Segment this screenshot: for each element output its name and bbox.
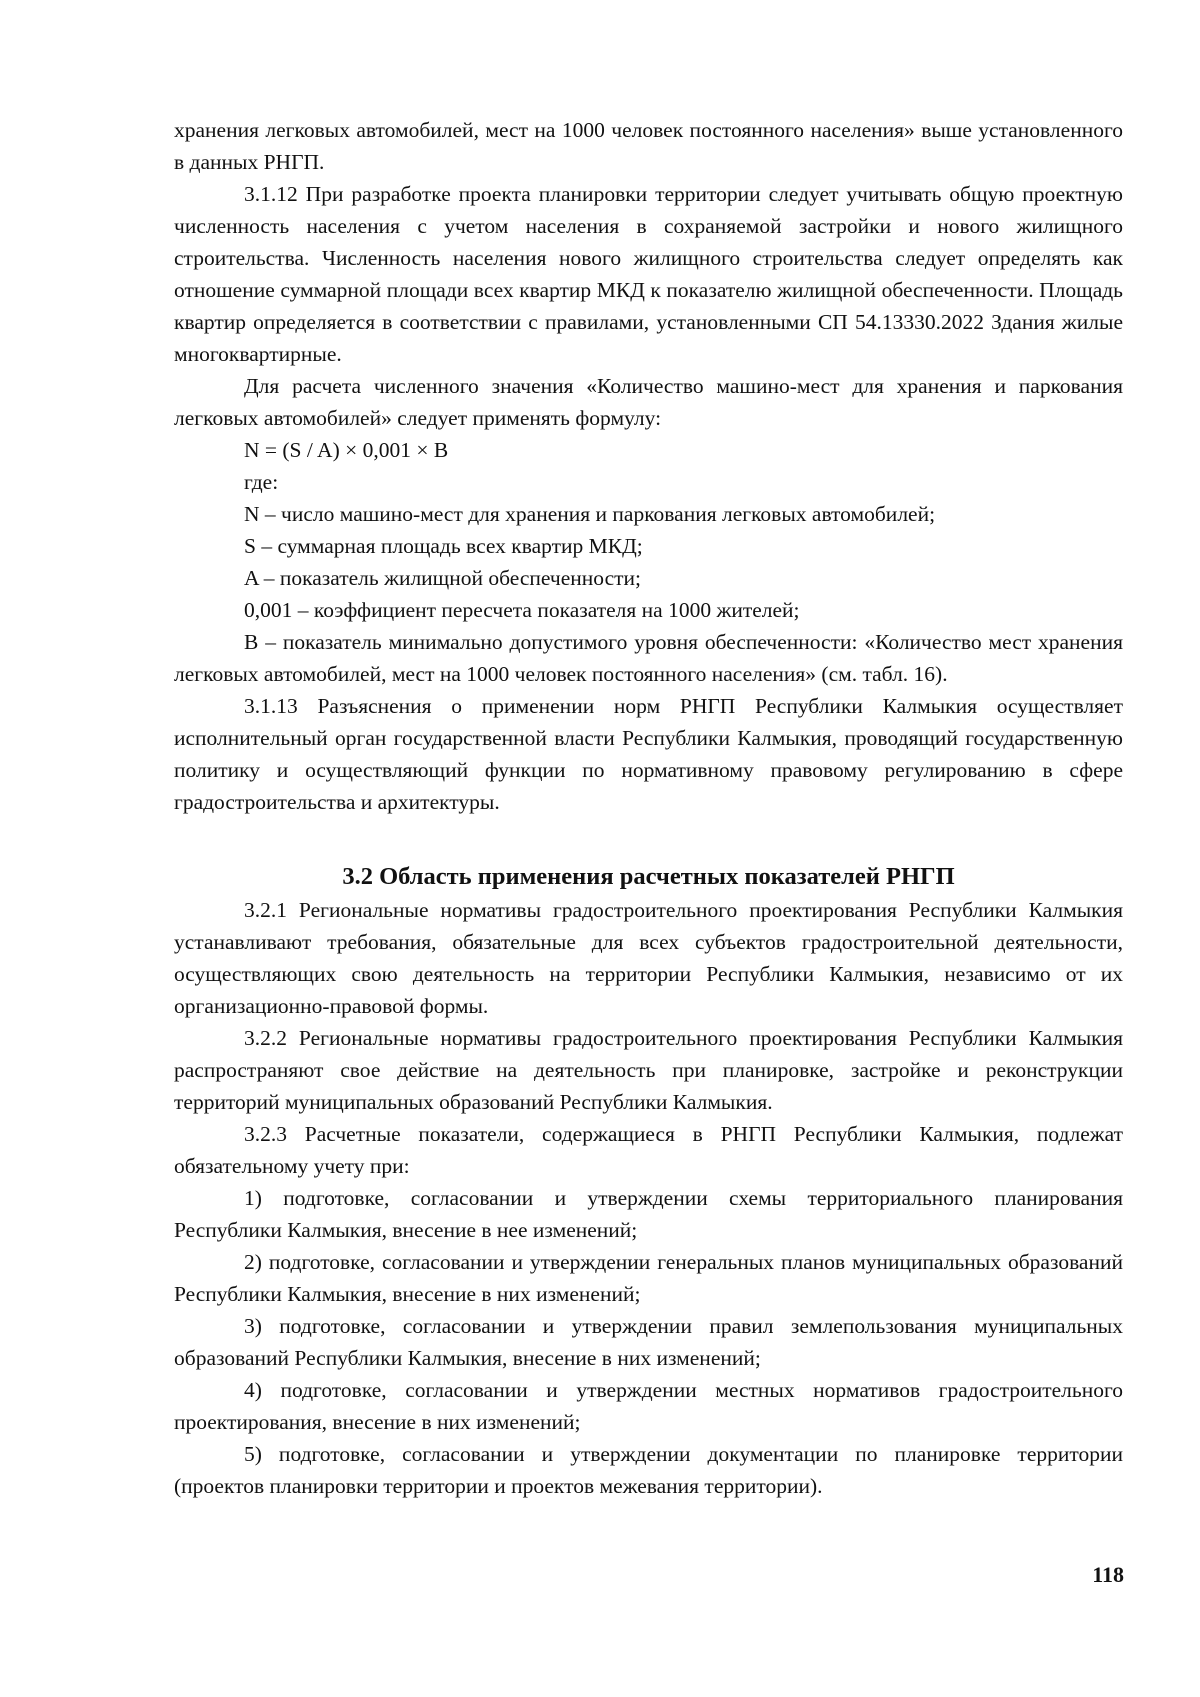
list-item: 5) подготовке, согласовании и утверждении документации по планировке территории (проектов планировки территории и проектов межевания территории). bbox=[174, 1442, 1123, 1498]
document-page bbox=[174, 114, 1123, 1502]
page-number: 118 bbox=[1092, 1562, 1124, 1587]
definition-n: N – число машино-мест для хранения и паркования легковых автомобилей; bbox=[244, 502, 936, 526]
paragraph-3-1-12: 3.1.12 При разработке проекта планировки территории следует учитывать общую проектную численность населения с учетом населения в сохраняемой застройки и нового жилищного строительства. Численность населения нового жилищного строительства следует определять как отношение суммарной площади всех квартир МКД к показателю жилищной обеспеченности. Площадь квартир определяется в соответствии с правилами, установленными СП 54.13330.2022 Здания жилые многоквартирные. bbox=[174, 182, 1123, 366]
paragraph-3-1-13: 3.1.13 Разъяснения о применении норм РНГП Республики Калмыкия осуществляет исполнительный орган государственной власти Республики Калмыкия, проводящий государственную политику и осуществляющий функции по нормативному правовому регулированию в сфере градостроительства и архитектуры. bbox=[174, 694, 1123, 814]
definition-s: S – суммарная площадь всех квартир МКД; bbox=[244, 534, 643, 558]
formula-where: где: bbox=[244, 470, 279, 494]
list-item: 1) подготовке, согласовании и утверждении схемы территориального планирования Республики Калмыкия, внесение в нее изменений; bbox=[174, 1186, 1123, 1242]
paragraph-continuation: хранения легковых автомобилей, мест на 1000 человек постоянного населения» выше установленного в данных РНГП. bbox=[174, 118, 1123, 174]
paragraph-3-2-2: 3.2.2 Региональные нормативы градостроительного проектирования Республики Калмыкия распространяют свое действие на деятельность при планировке, застройке и реконструкции территорий муниципальных образований Республики Калмыкия. bbox=[174, 1026, 1123, 1114]
definition-b: B – показатель минимально допустимого уровня обеспеченности: «Количество мест хранения легковых автомобилей, мест на 1000 человек постоянного населения» (см. табл. 16). bbox=[174, 630, 1123, 686]
definition-a: A – показатель жилищной обеспеченности; bbox=[244, 566, 641, 590]
list-item: 2) подготовке, согласовании и утверждении генеральных планов муниципальных образований Республики Калмыкия, внесение в них изменений; bbox=[174, 1250, 1123, 1306]
section-heading: 3.2 Область применения расчетных показателей РНГП bbox=[342, 863, 955, 890]
paragraph-3-2-3: 3.2.3 Расчетные показатели, содержащиеся в РНГП Республики Калмыкия, подлежат обязательному учету при: bbox=[174, 1122, 1123, 1178]
definition-coefficient: 0,001 – коэффициент пересчета показателя на 1000 жителей; bbox=[244, 598, 800, 622]
paragraph-formula-intro: Для расчета численного значения «Количество машино-мест для хранения и паркования легковых автомобилей» следует применять формулу: bbox=[174, 374, 1123, 430]
paragraph-3-2-1: 3.2.1 Региональные нормативы градостроительного проектирования Республики Калмыкия устанавливают требования, обязательные для всех субъектов градостроительной деятельности, осуществляющих свою деятельность на территории Республики Калмыкия, независимо от их организационно-правовой формы. bbox=[174, 898, 1123, 1018]
list-item: 3) подготовке, согласовании и утверждении правил землепользования муниципальных образований Республики Калмыкия, внесение в них изменений; bbox=[174, 1314, 1123, 1370]
formula: N = (S / A) × 0,001 × B bbox=[244, 438, 449, 462]
list-item: 4) подготовке, согласовании и утверждении местных нормативов градостроительного проектирования, внесение в них изменений; bbox=[174, 1378, 1123, 1434]
